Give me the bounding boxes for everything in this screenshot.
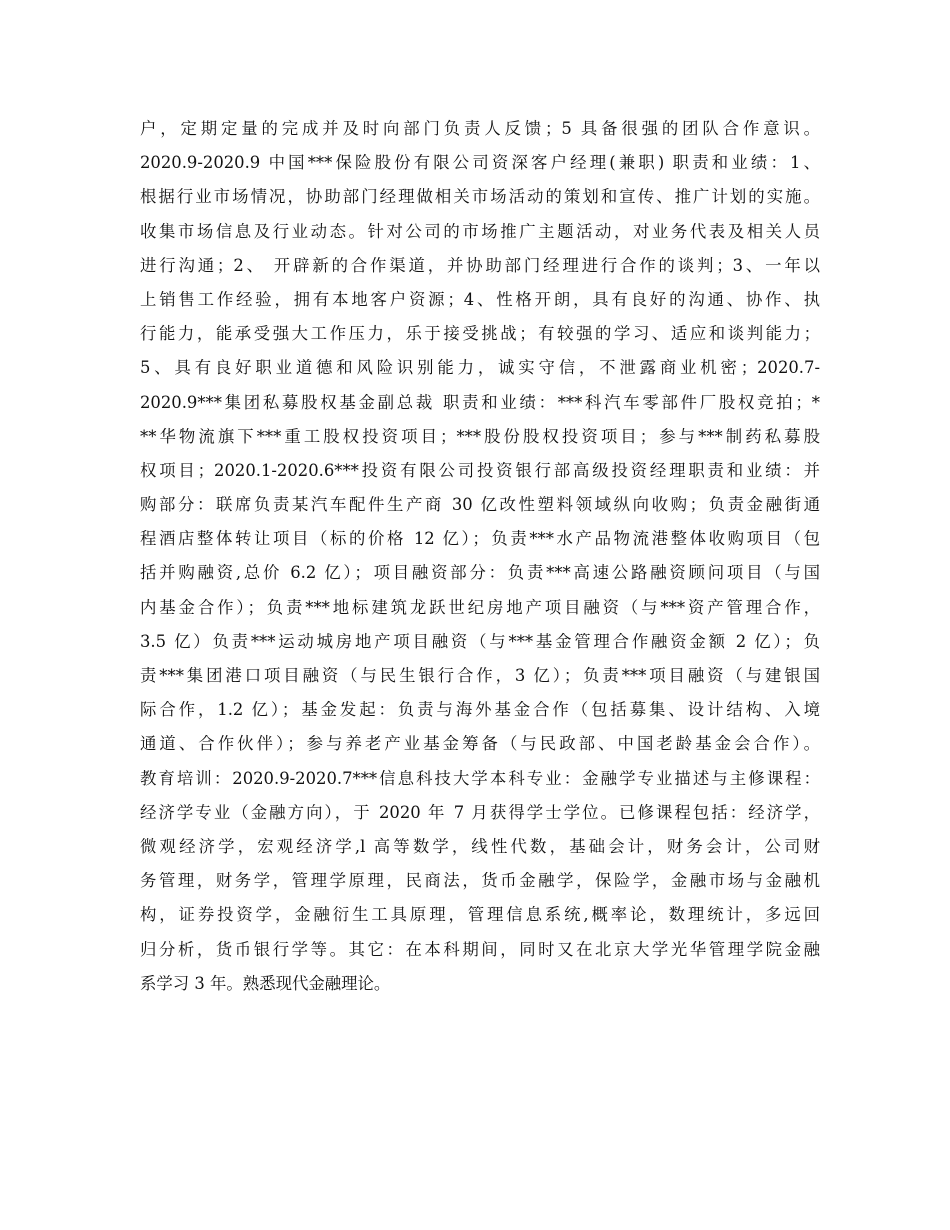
text-line: 归分析，货币银行学等。其它：在本科期间，同时又在北京大学光华管理学院金融 [140,939,820,959]
text-line: 教育培训：2020.9-2020.7***信息科技大学本科专业：金融学专业描述与主修课程： [140,768,820,788]
text-line: 通道、合作伙伴）；参与养老产业基金筹备（与民政部、中国老龄基金会合作）。 [140,734,820,754]
text-line: 购部分：联席负责某汽车配件生产商 30 亿改性塑料领域纵向收购；负责金融街通 [140,495,820,515]
text-line: 5、具有良好职业道德和风险识别能力，诚实守信，不泄露商业机密；2020.7- [140,358,820,378]
text-line: 3.5 亿）负责***运动城房地产项目融资（与***基金管理合作融资金额 2 亿）；负 [140,631,820,651]
text-line: 程酒店整体转让项目（标的价格 12 亿）；负责***水产品物流港整体收购项目（包 [140,529,820,549]
text-line: 进行沟通；2、 开辟新的合作渠道，并协助部门经理进行合作的谈判；3、一年以 [140,255,820,275]
text-line: 系学习 3 年。熟悉现代金融理论。 [140,973,391,993]
body-text [140,112,820,1001]
text-line: 收集市场信息及行业动态。针对公司的市场推广主题活动，对业务代表及相关人员 [140,221,820,241]
text-line: 经济学专业（金融方向），于 2020 年 7 月获得学士学位。已修课程包括：经济学， [140,802,820,822]
text-line: 际合作，1.2 亿）；基金发起：负责与海外基金合作（包括募集、设计结构、入境 [140,700,820,720]
text-line: 2020.9***集团私募股权基金副总裁 职责和业绩：***科汽车零部件厂股权竞拍；* [140,392,820,412]
text-line: 微观经济学，宏观经济学,l 高等数学，线性代数，基础会计，财务会计，公司财 [140,836,820,856]
text-line: 上销售工作经验，拥有本地客户资源；4、性格开朗，具有良好的沟通、协作、执 [140,289,820,309]
text-line: 2020.9-2020.9 中国***保险股份有限公司资深客户经理(兼职) 职责和业绩：1、 [140,153,820,173]
text-line: 务管理，财务学，管理学原理，民商法，货币金融学，保险学，金融市场与金融机 [140,871,820,891]
text-line: 括并购融资,总价 6.2 亿）；项目融资部分：负责***高速公路融资顾问项目（与国 [140,563,820,583]
text-line: 行能力，能承受强大工作压力，乐于接受挑战；有较强的学习、适应和谈判能力； [140,324,820,344]
text-line: 权项目；2020.1-2020.6***投资有限公司投资银行部高级投资经理职责和业绩：并 [140,460,820,480]
text-line: 根据行业市场情况，协助部门经理做相关市场活动的策划和宣传、推广计划的实施。 [140,187,820,207]
text-line: 责***集团港口项目融资（与民生银行合作，3 亿）；负责***项目融资（与建银国 [140,666,820,685]
text-line: 户，定期定量的完成并及时向部门负责人反馈；5 具备很强的团队合作意识。 [140,119,820,138]
text-line: **华物流旗下***重工股权投资项目；***股份股权投资项目；参与***制药私募股 [140,426,820,446]
text-line: 构，证券投资学，金融衍生工具原理，管理信息系统,概率论，数理统计，多远回 [140,905,820,925]
text-line: 内基金合作）；负责***地标建筑龙跃世纪房地产项目融资（与***资产管理合作， [140,597,820,617]
